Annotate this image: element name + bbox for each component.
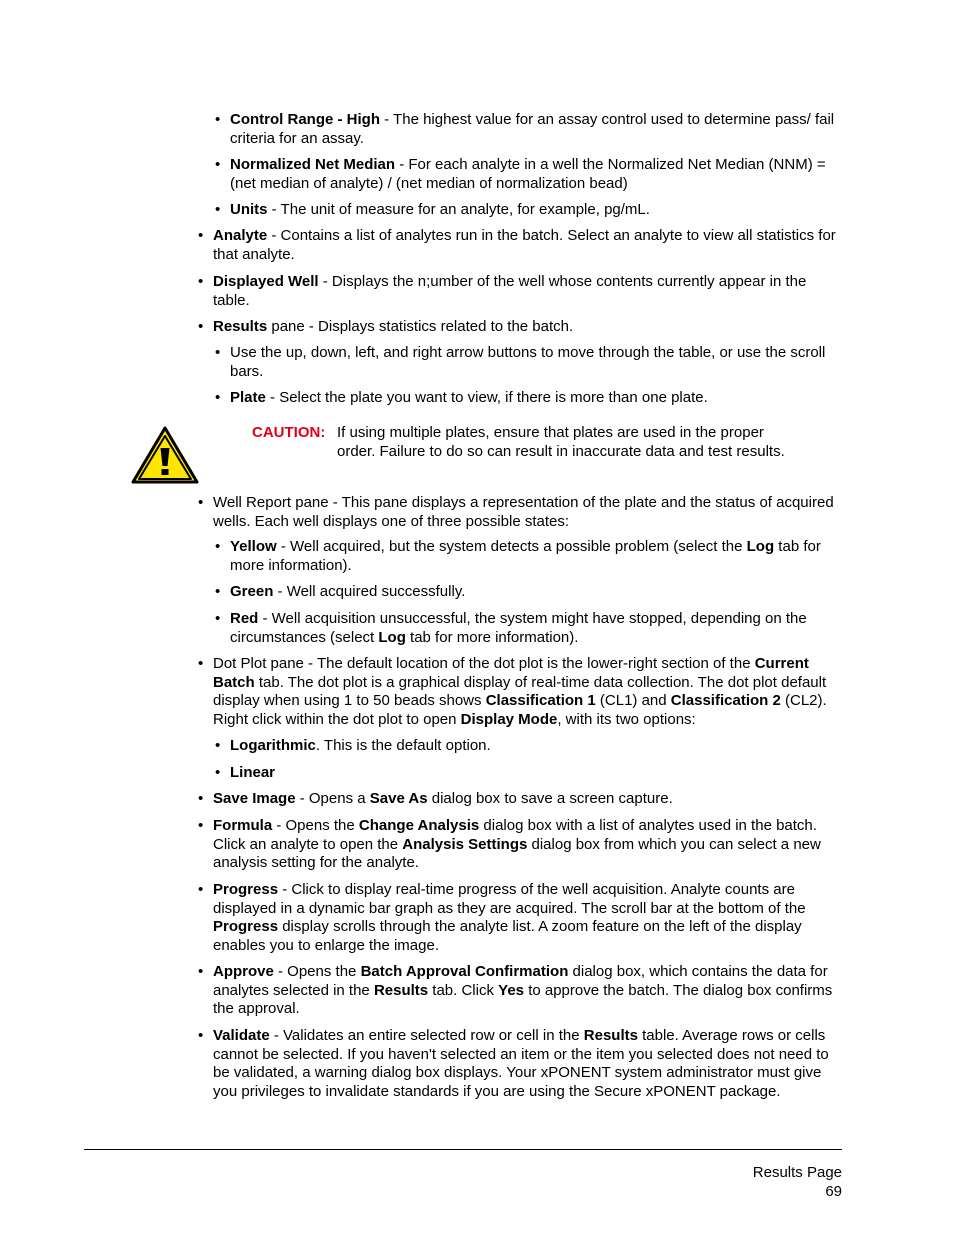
list-item-control-range-high: • Control Range - High - The highest value for an assay control used to determine pass/ fail criteria for an assay. [215, 111, 835, 147]
bullet: • [198, 655, 204, 672]
list-item-progress: • Progress - Click to display real-time progress of the well acquisition. Analyte counts are displayed in a dynamic bar graph as they are acquired. The scroll bar at the bottom of the Progress display scrolls through the analyte list. A zoom feature on the left of the display enables you to enlarge the image. [198, 881, 806, 954]
bullet: • [215, 737, 221, 754]
list-item-well-report: • Well Report pane - This pane displays a representation of the plate and the status of acquired wells. Each well displays one of three possible states: [198, 494, 834, 530]
bullet: • [198, 817, 204, 834]
page-footer [753, 1164, 842, 1201]
list-item-normalized-net-median: • Normalized Net Median - For each analyte in a well the Normalized Net Median (NNM) = (net median of analyte) / (net median of normalization bead) [215, 156, 826, 192]
bullet: • [215, 764, 221, 781]
bullet: • [198, 227, 204, 244]
list-item-linear: • Linear [215, 764, 276, 781]
bullet: • [198, 881, 204, 898]
list-item-save-image: • Save Image - Opens a Save As dialog box to save a screen capture. [198, 790, 673, 807]
bullet: • [198, 1027, 204, 1044]
bullet: • [215, 389, 221, 406]
bullet: • [215, 201, 221, 218]
bullet: • [215, 610, 221, 627]
bullet: • [215, 111, 221, 128]
bullet: • [215, 583, 221, 600]
list-item-validate: • Validate - Validates an entire selected row or cell in the Results table. Average rows or cells cannot be selected. If you haven't selected an item or the item you selected does not need to be validated, a warning dialog box displays. Your xPONENT system administrator must give you privileges to invalidate standards if you are using the Secure xPONENT package. [198, 1027, 829, 1100]
bullet: • [215, 156, 221, 173]
caution-label: CAUTION: [252, 424, 326, 441]
list-item-arrow-buttons: • Use the up, down, left, and right arrow buttons to move through the table, or use the scroll bars. [215, 344, 826, 380]
bullet: • [198, 318, 204, 335]
list-item-logarithmic: • Logarithmic. This is the default option. [215, 737, 491, 754]
footer-divider [84, 1149, 842, 1150]
list-item-approve: • Approve - Opens the Batch Approval Confirmation dialog box, which contains the data for analytes selected in the Results tab. Click Yes to approve the batch. The dialog box confirms the approval. [198, 963, 833, 1018]
bullet: • [215, 344, 221, 361]
list-item-yellow: • Yellow - Well acquired, but the system detects a possible problem (select the Log tab for more information). [215, 538, 821, 574]
list-item-units: • Units - The unit of measure for an analyte, for example, pg/mL. [215, 201, 650, 218]
list-item-plate: • Plate - Select the plate you want to view, if there is more than one plate. [215, 389, 708, 406]
bullet: • [198, 273, 204, 290]
bullet: • [198, 963, 204, 980]
list-item-formula: • Formula - Opens the Change Analysis dialog box with a list of analytes used in the batch. Click an analyte to open the Analysis Settings dialog box from which you can select a new analysis setting for the analyte. [198, 817, 821, 872]
list-item-dot-plot: • Dot Plot pane - The default location of the dot plot is the lower-right section of the Current Batch tab. The dot plot is a graphical display of real-time data collection. The dot plot default display when using 1 to 50 beads shows Classification 1 (CL1) and Classification 2 (CL2). Right click within the dot plot to open Display Mode, with its two options: [198, 655, 827, 728]
list-item-red: • Red - Well acquisition unsuccessful, the system might have stopped, depending on the circumstances (select Log tab for more information). [215, 610, 807, 646]
list-item-results: • Results pane - Displays statistics related to the batch. [198, 318, 574, 335]
page-number: 69 [825, 1182, 842, 1200]
caution-text: If using multiple plates, ensure that plates are used in the proper order. Failure to do so can result in inaccurate data and test results. [337, 424, 785, 460]
warning-triangle-icon [131, 426, 199, 484]
bullet: • [198, 790, 204, 807]
bullet: • [215, 538, 221, 555]
list-item-displayed-well: • Displayed Well - Displays the n;umber of the well whose contents currently appear in the table. [198, 273, 807, 309]
footer-title: Results Page [752, 1164, 842, 1181]
list-item-analyte: • Analyte - Contains a list of analytes run in the batch. Select an analyte to view all statistics for that analyte. [198, 227, 836, 263]
list-item-green: • Green - Well acquired successfully. [215, 583, 466, 600]
bullet: • [198, 494, 204, 511]
